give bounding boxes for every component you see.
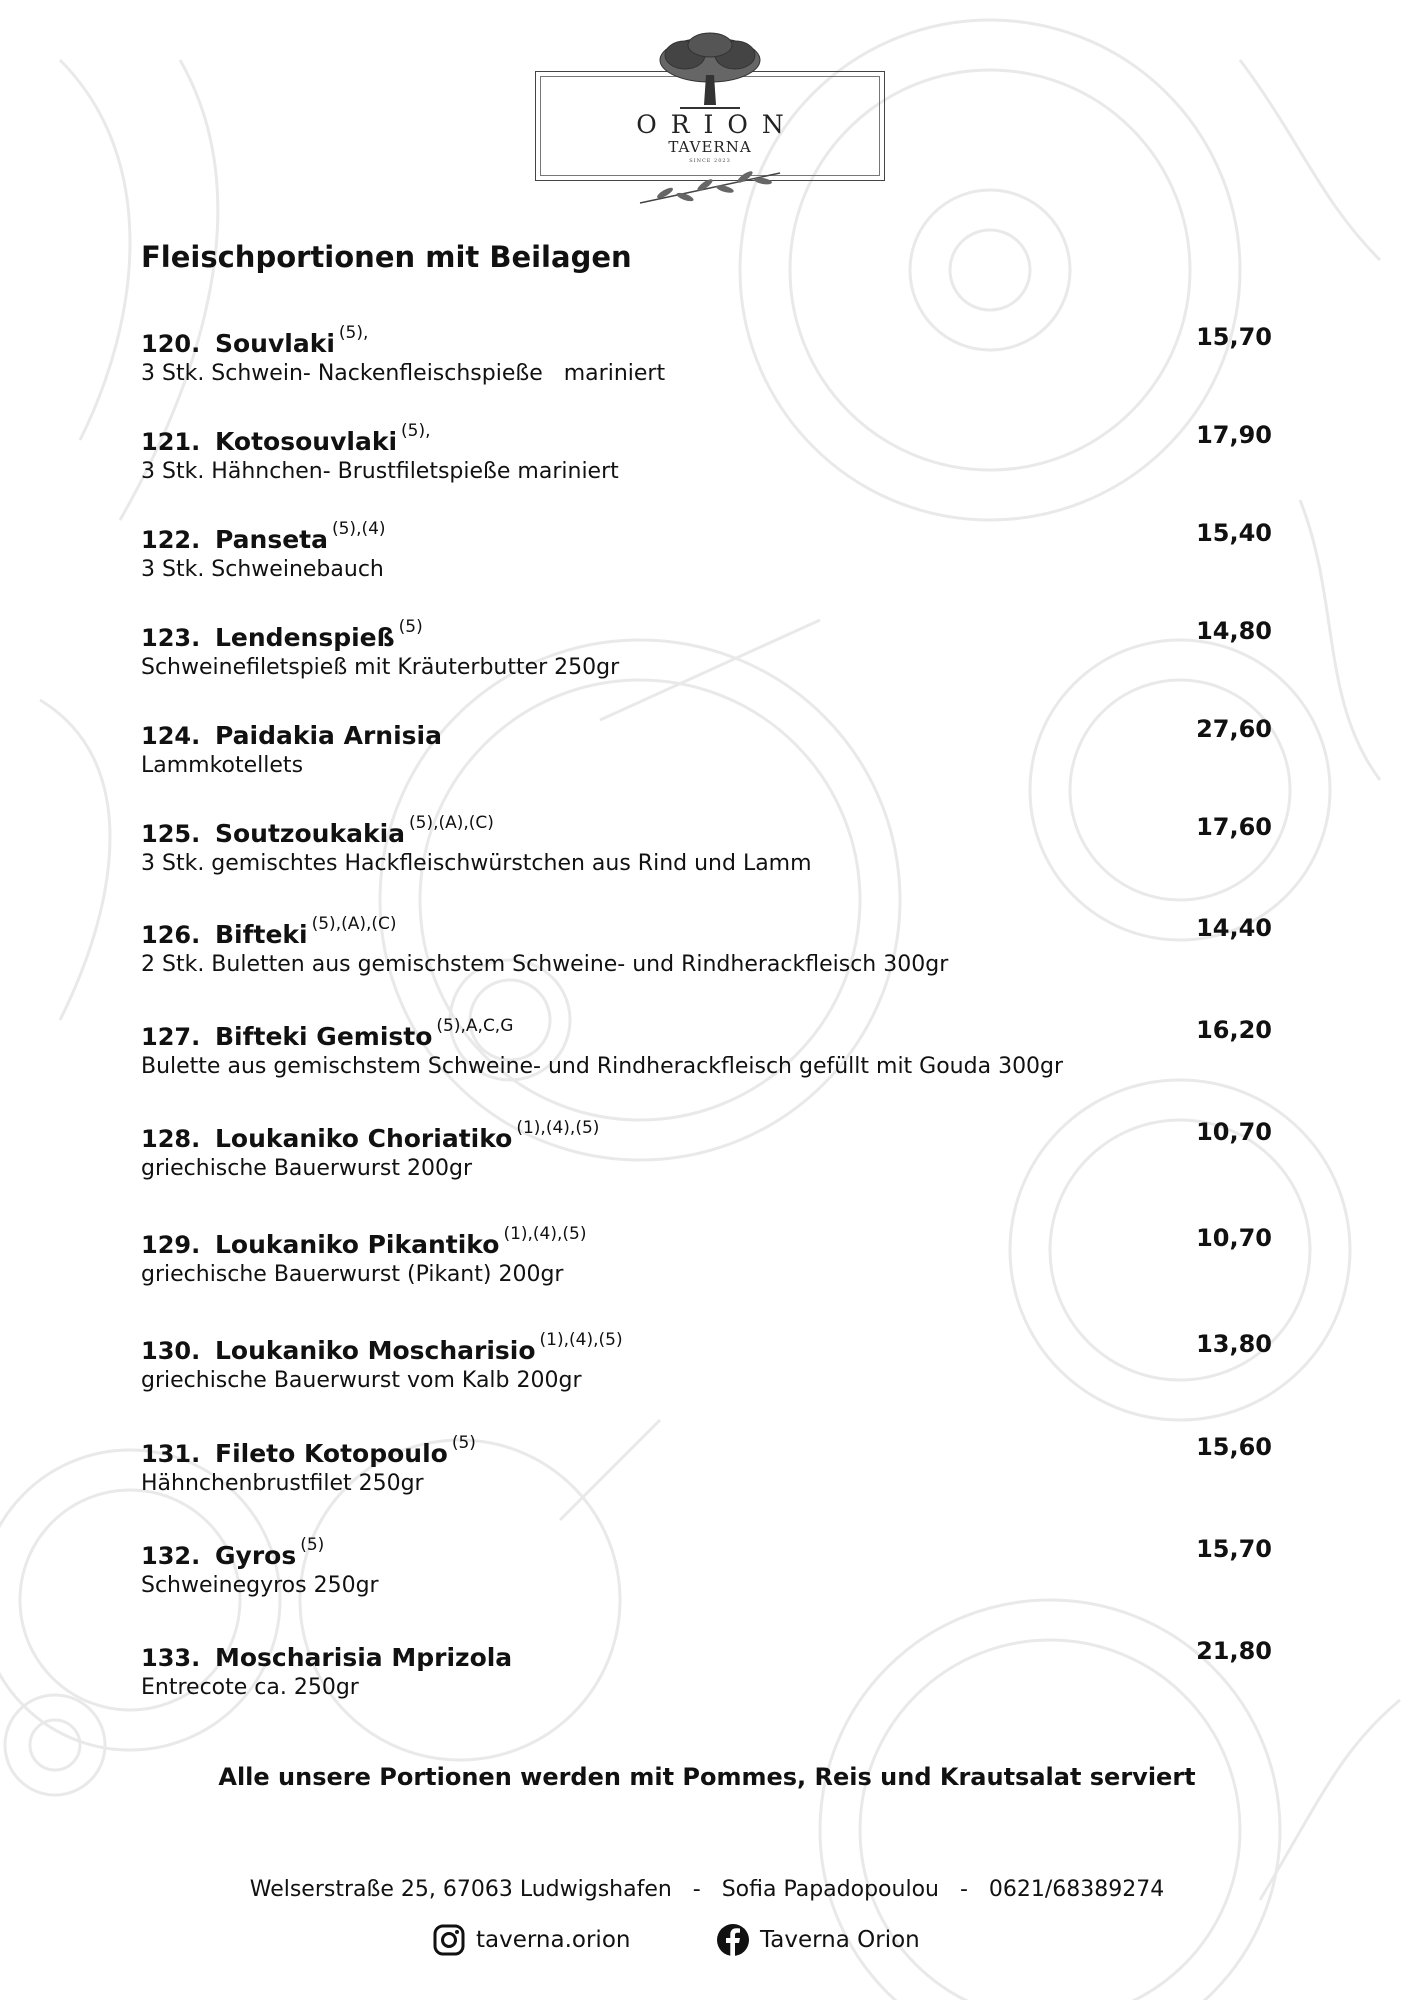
olive-tree-icon [650, 30, 770, 120]
menu-item-price: 15,70 [1196, 323, 1272, 351]
menu-item-name: Gyros [215, 1541, 297, 1570]
brand-sub: TAVERNA [668, 138, 752, 156]
menu-item-name: Loukaniko Choriatiko [215, 1124, 513, 1153]
menu-item [141, 813, 1272, 879]
menu-item-header [141, 519, 1272, 555]
menu-item-description: Schweinegyros 250gr [141, 1573, 379, 1598]
menu-item [141, 519, 1272, 585]
menu-item-number: 133. [141, 1644, 201, 1672]
menu-item-header [141, 421, 1272, 457]
menu-item-name: Loukaniko Pikantiko [215, 1230, 500, 1259]
menu-item [141, 1637, 1272, 1703]
menu-item-description: 3 Stk. Schwein- Nackenfleischspieße mariniert [141, 361, 666, 386]
menu-item-description: Hähnchenbrustfilet 250gr [141, 1471, 424, 1496]
menu-item-number: 132. [141, 1542, 201, 1570]
menu-item-allergens: (1),(4),(5) [539, 1330, 623, 1350]
menu-item-header [141, 914, 1272, 950]
menu-item-description: Bulette aus gemischstem Schweine- und Rindherackfleisch gefüllt mit Gouda 300gr [141, 1054, 1064, 1079]
facebook-page: Taverna Orion [760, 1927, 920, 1953]
menu-item-header [141, 813, 1272, 849]
menu-item-price: 13,80 [1196, 1330, 1272, 1358]
menu-item-name: Kotosouvlaki [215, 427, 398, 456]
menu-item-header [141, 1637, 1272, 1673]
menu-item-number: 120. [141, 330, 201, 358]
menu-item-price: 17,60 [1196, 813, 1272, 841]
menu-item-description: 3 Stk. Hähnchen- Brustfiletspieße mariniert [141, 459, 619, 484]
menu-item-number: 128. [141, 1125, 201, 1153]
menu-item-number: 127. [141, 1023, 201, 1051]
menu-item-number: 130. [141, 1337, 201, 1365]
menu-item-price: 15,70 [1196, 1535, 1272, 1563]
menu-item-allergens: (5) [300, 1535, 325, 1555]
menu-item-allergens: (5) [451, 1433, 476, 1453]
menu-item-name: Panseta [215, 525, 328, 554]
menu-item-name: Loukaniko Moscharisio [215, 1336, 536, 1365]
menu-item-number: 122. [141, 526, 201, 554]
menu-item [141, 323, 1272, 389]
menu-item-description: 2 Stk. Buletten aus gemischstem Schweine- und Rindherackfleisch 300gr [141, 952, 949, 977]
menu-item-price: 21,80 [1196, 1637, 1272, 1665]
brand-since: SINCE 2023 [689, 158, 731, 164]
menu-item-name: Souvlaki [215, 329, 335, 358]
menu-item [141, 617, 1272, 683]
menu-item-header [141, 1433, 1272, 1469]
menu-item [141, 1433, 1272, 1499]
menu-item-header [141, 715, 1272, 751]
menu-item-allergens: (5) [398, 617, 423, 637]
menu-item-description: Lammkotellets [141, 753, 304, 778]
instagram-icon [432, 1923, 466, 1957]
menu-item-number: 126. [141, 921, 201, 949]
menu-item-allergens: (5),(A),(C) [409, 813, 494, 833]
menu-item-name: Lendenspieß [215, 623, 395, 652]
menu-item-header [141, 1330, 1272, 1366]
menu-item-number: 129. [141, 1231, 201, 1259]
menu-item-price: 17,90 [1196, 421, 1272, 449]
menu-item-name: Moscharisia Mprizola [215, 1643, 513, 1672]
menu-item [141, 715, 1272, 781]
menu-item-allergens: (1),(4),(5) [516, 1118, 600, 1138]
menu-item-name: Bifteki [215, 920, 308, 949]
olive-branch-icon [635, 163, 785, 213]
menu-item [141, 1224, 1272, 1290]
instagram-handle: taverna.orion [476, 1927, 631, 1953]
menu-item-description: 3 Stk. gemischtes Hackfleischwürstchen aus Rind und Lamm [141, 851, 812, 876]
menu-item-price: 15,40 [1196, 519, 1272, 547]
menu-item-description: Schweinefiletspieß mit Kräuterbutter 250gr [141, 655, 620, 680]
menu-item-header [141, 1224, 1272, 1260]
menu-item [141, 1118, 1272, 1184]
menu-item-name: Bifteki Gemisto [215, 1022, 433, 1051]
menu-item-description: griechische Bauerwurst 200gr [141, 1156, 472, 1181]
instagram-link[interactable] [432, 1923, 630, 1957]
menu-item [141, 1535, 1272, 1601]
menu-item-header [141, 617, 1272, 653]
section-title: Fleischportionen mit Beilagen [141, 240, 632, 274]
menu-item-header [141, 1118, 1272, 1154]
menu-item-allergens: (1),(4),(5) [503, 1224, 587, 1244]
facebook-icon [716, 1923, 750, 1957]
menu-item-allergens: (5), [401, 421, 431, 441]
menu-item-number: 131. [141, 1440, 201, 1468]
menu-item-price: 14,80 [1196, 617, 1272, 645]
menu-item-name: Paidakia Arnisia [215, 721, 442, 750]
menu-item [141, 421, 1272, 487]
menu-item-description: griechische Bauerwurst (Pikant) 200gr [141, 1262, 564, 1287]
menu-item-price: 14,40 [1196, 914, 1272, 942]
menu-item-allergens: (5),A,C,G [436, 1016, 514, 1036]
menu-item-number: 124. [141, 722, 201, 750]
menu-item-header [141, 323, 1272, 359]
menu-item-price: 10,70 [1196, 1118, 1272, 1146]
facebook-link[interactable] [716, 1923, 920, 1957]
menu-item-allergens: (5),(4) [331, 519, 386, 539]
menu-item-description: griechische Bauerwurst vom Kalb 200gr [141, 1368, 582, 1393]
menu-item-description: Entrecote ca. 250gr [141, 1675, 359, 1700]
menu-item-allergens: (5), [338, 323, 369, 343]
menu-item-allergens: (5),(A),(C) [311, 914, 397, 934]
menu-item [141, 1016, 1272, 1082]
brand-name: ORION [636, 110, 798, 139]
menu-item-number: 121. [141, 428, 201, 456]
menu-item-number: 125. [141, 820, 201, 848]
menu-item-price: 27,60 [1196, 715, 1272, 743]
menu-item-description: 3 Stk. Schweinebauch [141, 557, 384, 582]
menu-item [141, 914, 1272, 980]
menu-item-price: 15,60 [1196, 1433, 1272, 1461]
menu-item-name: Soutzoukakia [215, 819, 406, 848]
menu-item [141, 1330, 1272, 1396]
menu-item-number: 123. [141, 624, 201, 652]
menu-item-price: 10,70 [1196, 1224, 1272, 1252]
menu-item-name: Fileto Kotopoulo [215, 1439, 448, 1468]
menu-item-price: 16,20 [1196, 1016, 1272, 1044]
menu-item-header [141, 1016, 1272, 1052]
sides-note: Alle unsere Portionen werden mit Pommes, Reis und Krautsalat serviert [218, 1763, 1196, 1791]
contact-address: Welserstraße 25, 67063 Ludwigshafen - Sofia Papadopoulou - 0621/68389274 [249, 1877, 1165, 1902]
menu-item-header [141, 1535, 1272, 1571]
